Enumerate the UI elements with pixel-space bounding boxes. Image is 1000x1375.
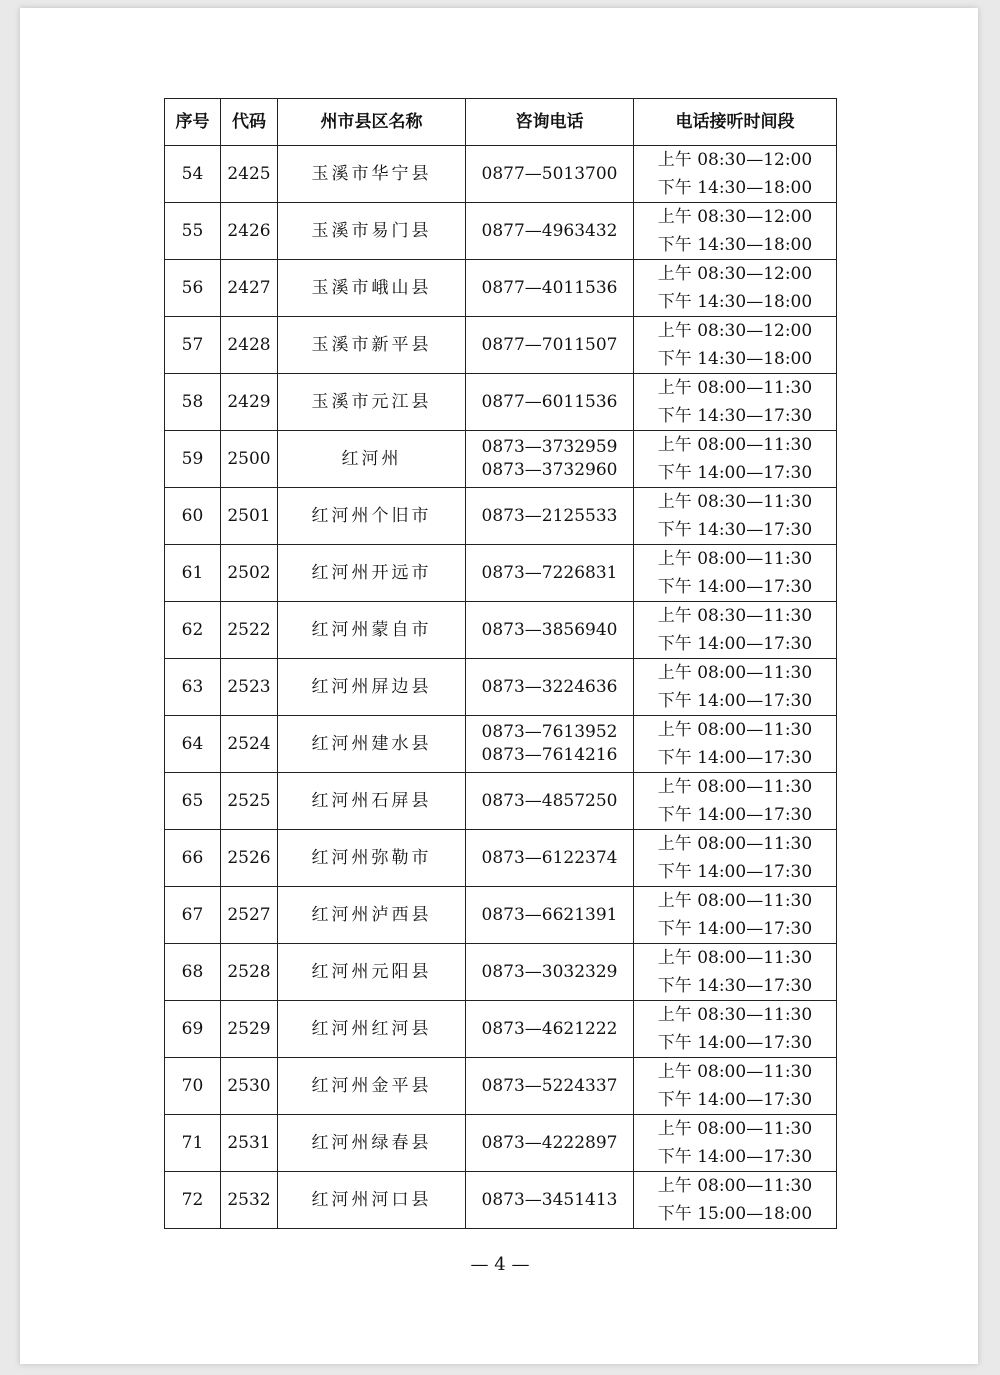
morning-hours: 上午 08:00—11:30 bbox=[657, 1062, 813, 1082]
phone-cell bbox=[466, 716, 634, 773]
table-row bbox=[165, 374, 837, 431]
morning-hours: 上午 08:00—11:30 bbox=[657, 948, 813, 968]
table-row bbox=[165, 260, 837, 317]
header-row bbox=[165, 99, 837, 146]
row-number-cell: 69 bbox=[165, 1001, 221, 1058]
table-row bbox=[165, 203, 837, 260]
header-phone: 咨询电话 bbox=[466, 99, 634, 146]
row-number-cell: 70 bbox=[165, 1058, 221, 1115]
phone-cell bbox=[466, 488, 634, 545]
row-number-cell: 63 bbox=[165, 659, 221, 716]
phone-number: 0873—3032329 bbox=[481, 961, 618, 982]
phone-cell bbox=[466, 146, 634, 203]
phone-number: 0873—4222897 bbox=[481, 1132, 618, 1153]
table-row bbox=[165, 887, 837, 944]
afternoon-hours: 下午 14:00—17:30 bbox=[657, 463, 813, 483]
row-code-cell: 2502 bbox=[221, 545, 278, 602]
row-code-cell: 2500 bbox=[221, 431, 278, 488]
hours-cell bbox=[634, 146, 837, 203]
header-hours: 电话接听时间段 bbox=[634, 99, 837, 146]
hours-cell bbox=[634, 944, 837, 1001]
phone-cell bbox=[466, 602, 634, 659]
morning-hours: 上午 08:00—11:30 bbox=[657, 720, 813, 740]
row-code-cell: 2532 bbox=[221, 1172, 278, 1229]
morning-hours: 上午 08:00—11:30 bbox=[657, 777, 813, 797]
table-row bbox=[165, 773, 837, 830]
table-row bbox=[165, 659, 837, 716]
row-number-cell: 56 bbox=[165, 260, 221, 317]
afternoon-hours: 下午 14:30—18:00 bbox=[657, 235, 813, 255]
row-code-cell: 2527 bbox=[221, 887, 278, 944]
table-row bbox=[165, 146, 837, 203]
morning-hours: 上午 08:00—11:30 bbox=[657, 834, 813, 854]
region-name-cell: 玉溪市易门县 bbox=[278, 203, 466, 260]
afternoon-hours: 下午 15:00—18:00 bbox=[657, 1204, 813, 1224]
table-row bbox=[165, 1172, 837, 1229]
row-code-cell: 2530 bbox=[221, 1058, 278, 1115]
table-row bbox=[165, 944, 837, 1001]
afternoon-hours: 下午 14:30—18:00 bbox=[657, 292, 813, 312]
hours-cell bbox=[634, 1115, 837, 1172]
row-code-cell: 2428 bbox=[221, 317, 278, 374]
row-number-cell: 57 bbox=[165, 317, 221, 374]
phone-number: 0873—3732959 bbox=[481, 437, 618, 457]
table-row bbox=[165, 317, 837, 374]
row-number-cell: 62 bbox=[165, 602, 221, 659]
row-code-cell: 2525 bbox=[221, 773, 278, 830]
row-number-cell: 61 bbox=[165, 545, 221, 602]
phone-cell bbox=[466, 431, 634, 488]
row-code-cell: 2501 bbox=[221, 488, 278, 545]
table-row bbox=[165, 1001, 837, 1058]
afternoon-hours: 下午 14:30—17:30 bbox=[657, 976, 813, 996]
phone-number: 0873—3451413 bbox=[481, 1189, 618, 1210]
row-number-cell: 68 bbox=[165, 944, 221, 1001]
phone-cell bbox=[466, 317, 634, 374]
phone-number: 0873—3224636 bbox=[481, 676, 618, 697]
hours-cell bbox=[634, 659, 837, 716]
table-row bbox=[165, 830, 837, 887]
table-row bbox=[165, 602, 837, 659]
hours-cell bbox=[634, 317, 837, 374]
phone-number: 0877—5013700 bbox=[481, 163, 618, 184]
phone-cell bbox=[466, 545, 634, 602]
morning-hours: 上午 08:00—11:30 bbox=[657, 663, 813, 683]
phone-cell bbox=[466, 944, 634, 1001]
phone-number: 0877—6011536 bbox=[481, 391, 618, 412]
region-name-cell: 红河州蒙自市 bbox=[278, 602, 466, 659]
phone-number: 0873—7613952 bbox=[481, 722, 618, 742]
afternoon-hours: 下午 14:00—17:30 bbox=[657, 805, 813, 825]
morning-hours: 上午 08:30—11:30 bbox=[657, 492, 813, 512]
phone-number: 0873—6122374 bbox=[481, 847, 618, 868]
morning-hours: 上午 08:30—11:30 bbox=[657, 606, 813, 626]
phone-cell bbox=[466, 773, 634, 830]
morning-hours: 上午 08:00—11:30 bbox=[657, 1176, 813, 1196]
morning-hours: 上午 08:00—11:30 bbox=[657, 378, 813, 398]
region-name-cell: 红河州元阳县 bbox=[278, 944, 466, 1001]
phone-number: 0877—7011507 bbox=[481, 334, 618, 355]
hours-cell bbox=[634, 716, 837, 773]
phone-cell bbox=[466, 260, 634, 317]
row-code-cell: 2524 bbox=[221, 716, 278, 773]
hours-cell bbox=[634, 773, 837, 830]
contact-table bbox=[164, 98, 837, 1229]
region-name-cell: 红河州金平县 bbox=[278, 1058, 466, 1115]
hours-cell bbox=[634, 887, 837, 944]
hours-cell bbox=[634, 203, 837, 260]
row-code-cell: 2523 bbox=[221, 659, 278, 716]
phone-number: 0873—6621391 bbox=[481, 904, 618, 925]
phone-number: 0873—4857250 bbox=[481, 790, 618, 811]
region-name-cell: 玉溪市华宁县 bbox=[278, 146, 466, 203]
phone-number: 0873—7226831 bbox=[481, 562, 618, 583]
afternoon-hours: 下午 14:00—17:30 bbox=[657, 1033, 813, 1053]
morning-hours: 上午 08:30—11:30 bbox=[657, 1005, 813, 1025]
row-number-cell: 64 bbox=[165, 716, 221, 773]
region-name-cell: 红河州屏边县 bbox=[278, 659, 466, 716]
phone-cell bbox=[466, 1115, 634, 1172]
afternoon-hours: 下午 14:00—17:30 bbox=[657, 1147, 813, 1167]
row-number-cell: 59 bbox=[165, 431, 221, 488]
phone-number: 0873—3732960 bbox=[481, 460, 618, 480]
phone-number: 0873—5224337 bbox=[481, 1075, 618, 1096]
row-number-cell: 60 bbox=[165, 488, 221, 545]
row-number-cell: 72 bbox=[165, 1172, 221, 1229]
row-code-cell: 2528 bbox=[221, 944, 278, 1001]
afternoon-hours: 下午 14:00—17:30 bbox=[657, 862, 813, 882]
afternoon-hours: 下午 14:00—17:30 bbox=[657, 748, 813, 768]
morning-hours: 上午 08:00—11:30 bbox=[657, 435, 813, 455]
row-code-cell: 2531 bbox=[221, 1115, 278, 1172]
phone-number: 0873—3856940 bbox=[481, 619, 618, 640]
phone-cell bbox=[466, 1001, 634, 1058]
region-name-cell: 玉溪市新平县 bbox=[278, 317, 466, 374]
header-no: 序号 bbox=[165, 99, 221, 146]
afternoon-hours: 下午 14:00—17:30 bbox=[657, 577, 813, 597]
phone-number: 0873—7614216 bbox=[481, 745, 618, 765]
phone-cell bbox=[466, 887, 634, 944]
phone-cell bbox=[466, 203, 634, 260]
afternoon-hours: 下午 14:30—18:00 bbox=[657, 178, 813, 198]
region-name-cell: 红河州开远市 bbox=[278, 545, 466, 602]
phone-number: 0873—4621222 bbox=[481, 1018, 618, 1039]
row-number-cell: 58 bbox=[165, 374, 221, 431]
row-number-cell: 67 bbox=[165, 887, 221, 944]
hours-cell bbox=[634, 260, 837, 317]
region-name-cell: 红河州绿春县 bbox=[278, 1115, 466, 1172]
row-code-cell: 2526 bbox=[221, 830, 278, 887]
phone-number: 0873—2125533 bbox=[481, 505, 618, 526]
hours-cell bbox=[634, 602, 837, 659]
phone-cell bbox=[466, 830, 634, 887]
hours-cell bbox=[634, 830, 837, 887]
phone-cell bbox=[466, 1172, 634, 1229]
morning-hours: 上午 08:00—11:30 bbox=[657, 549, 813, 569]
row-number-cell: 54 bbox=[165, 146, 221, 203]
morning-hours: 上午 08:30—12:00 bbox=[657, 207, 813, 227]
afternoon-hours: 下午 14:00—17:30 bbox=[657, 691, 813, 711]
header-name: 州市县区名称 bbox=[278, 99, 466, 146]
afternoon-hours: 下午 14:30—17:30 bbox=[657, 406, 813, 426]
phone-number: 0877—4963432 bbox=[481, 220, 618, 241]
header-code: 代码 bbox=[221, 99, 278, 146]
row-code-cell: 2425 bbox=[221, 146, 278, 203]
table-row bbox=[165, 716, 837, 773]
morning-hours: 上午 08:00—11:30 bbox=[657, 891, 813, 911]
table-body bbox=[165, 146, 837, 1229]
region-name-cell: 玉溪市元江县 bbox=[278, 374, 466, 431]
row-number-cell: 71 bbox=[165, 1115, 221, 1172]
afternoon-hours: 下午 14:00—17:30 bbox=[657, 919, 813, 939]
row-code-cell: 2529 bbox=[221, 1001, 278, 1058]
region-name-cell: 红河州红河县 bbox=[278, 1001, 466, 1058]
row-number-cell: 66 bbox=[165, 830, 221, 887]
afternoon-hours: 下午 14:00—17:30 bbox=[657, 634, 813, 654]
table-row bbox=[165, 488, 837, 545]
row-number-cell: 65 bbox=[165, 773, 221, 830]
region-name-cell: 红河州弥勒市 bbox=[278, 830, 466, 887]
morning-hours: 上午 08:00—11:30 bbox=[657, 1119, 813, 1139]
row-code-cell: 2522 bbox=[221, 602, 278, 659]
row-code-cell: 2426 bbox=[221, 203, 278, 260]
row-code-cell: 2429 bbox=[221, 374, 278, 431]
region-name-cell: 红河州个旧市 bbox=[278, 488, 466, 545]
table-row bbox=[165, 545, 837, 602]
afternoon-hours: 下午 14:30—18:00 bbox=[657, 349, 813, 369]
region-name-cell: 红河州 bbox=[278, 431, 466, 488]
phone-number: 0877—4011536 bbox=[481, 277, 618, 298]
region-name-cell: 红河州建水县 bbox=[278, 716, 466, 773]
region-name-cell: 红河州石屏县 bbox=[278, 773, 466, 830]
region-name-cell: 红河州泸西县 bbox=[278, 887, 466, 944]
morning-hours: 上午 08:30—12:00 bbox=[657, 321, 813, 341]
afternoon-hours: 下午 14:30—17:30 bbox=[657, 520, 813, 540]
table-row bbox=[165, 431, 837, 488]
hours-cell bbox=[634, 1001, 837, 1058]
region-name-cell: 玉溪市峨山县 bbox=[278, 260, 466, 317]
hours-cell bbox=[634, 488, 837, 545]
hours-cell bbox=[634, 431, 837, 488]
hours-cell bbox=[634, 545, 837, 602]
hours-cell bbox=[634, 374, 837, 431]
row-number-cell: 55 bbox=[165, 203, 221, 260]
phone-cell bbox=[466, 659, 634, 716]
table-row bbox=[165, 1058, 837, 1115]
hours-cell bbox=[634, 1172, 837, 1229]
table-header bbox=[165, 99, 837, 146]
phone-cell bbox=[466, 374, 634, 431]
row-code-cell: 2427 bbox=[221, 260, 278, 317]
morning-hours: 上午 08:30—12:00 bbox=[657, 150, 813, 170]
page-number: — 4 — bbox=[470, 1254, 530, 1275]
region-name-cell: 红河州河口县 bbox=[278, 1172, 466, 1229]
phone-cell bbox=[466, 1058, 634, 1115]
morning-hours: 上午 08:30—12:00 bbox=[657, 264, 813, 284]
table-row bbox=[165, 1115, 837, 1172]
afternoon-hours: 下午 14:00—17:30 bbox=[657, 1090, 813, 1110]
hours-cell bbox=[634, 1058, 837, 1115]
